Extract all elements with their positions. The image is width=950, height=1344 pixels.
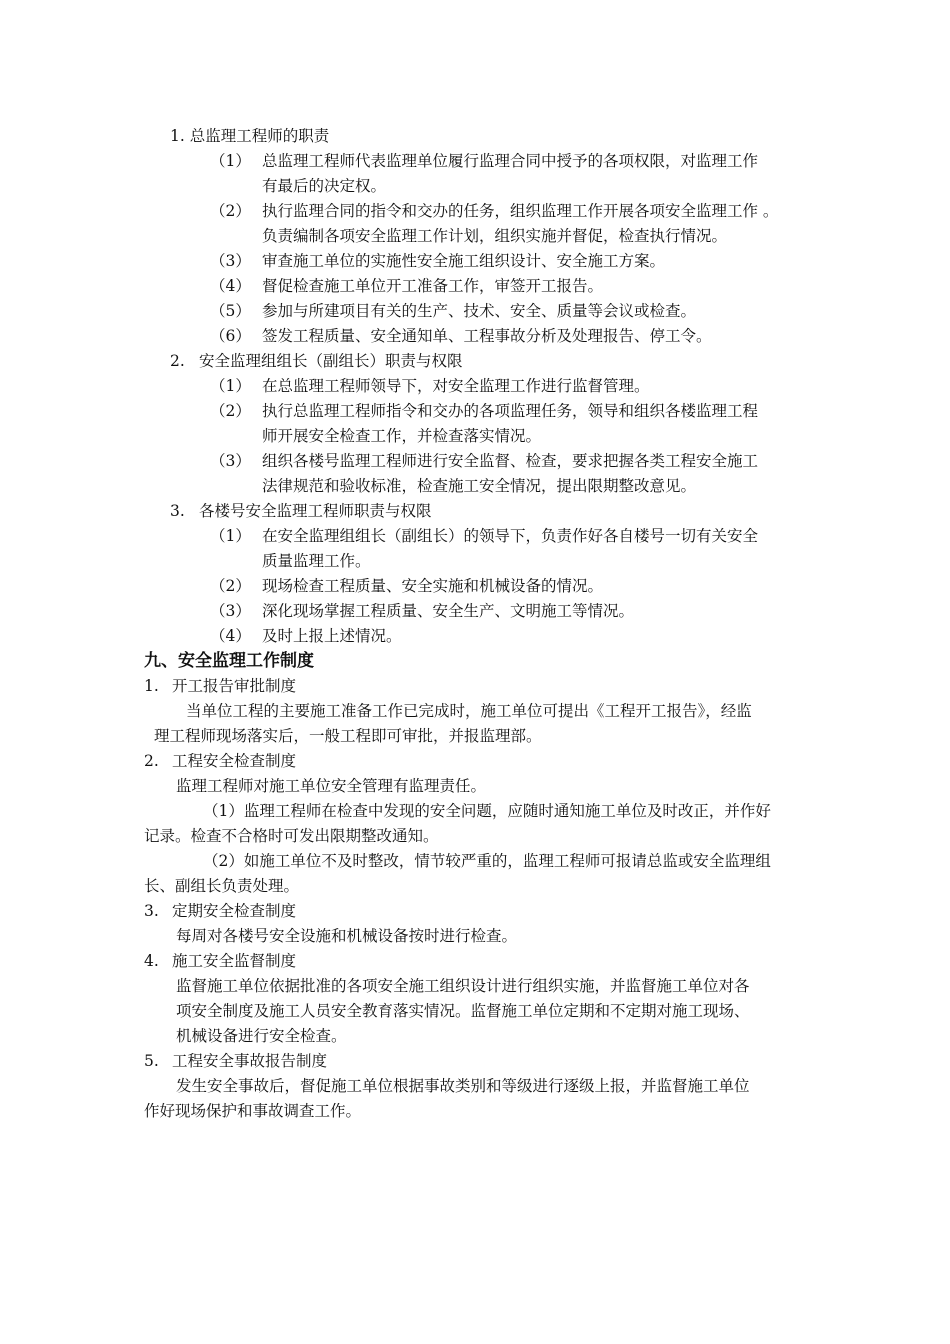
item-1-2-line: 执行监理合同的指令和交办的任务，组织监理工作开展各项安全监理工作 。: [262, 202, 779, 220]
item-1-4-number: （4）: [210, 277, 251, 295]
item-3-1-line: 在安全监理组组长（副组长）的领导下，负责作好各自楼号一切有关安全: [262, 527, 759, 545]
rule-5-title: 工程安全事故报告制度: [172, 1052, 328, 1070]
item-1-1-line: 有最后的决定权。: [262, 177, 387, 195]
rule-2-point-1: （1）监理工程师在检查中发现的安全问题，应随时通知施工单位及时改正，并作好: [203, 802, 771, 820]
item-2-2-line: 执行总监理工程师指令和交办的各项监理任务，领导和组织各楼监理工程: [262, 402, 759, 420]
item-3-number: 3.: [170, 502, 185, 520]
item-3-title: 各楼号安全监理工程师职责与权限: [199, 502, 432, 520]
item-3-4-number: （4）: [210, 627, 251, 645]
item-2-number: 2.: [170, 352, 185, 370]
rule-2-point-2: 长、副组长负责处理。: [144, 877, 300, 895]
item-1-3-line: 审查施工单位的实施性安全施工组织设计、安全施工方案。: [262, 252, 666, 270]
item-2-3-number: （3）: [210, 452, 251, 470]
item-3-2-line: 现场检查工程质量、安全实施和机械设备的情况。: [262, 577, 604, 595]
rule-2-intro: 监理工程师对施工单位安全管理有监理责任。: [176, 777, 487, 795]
item-2-1-line: 在总监理工程师领导下，对安全监理工作进行监督管理。: [262, 377, 650, 395]
rule-4-text: 项安全制度及施工人员安全教育落实情况。监督施工单位定期和不定期对施工现场、: [176, 1002, 750, 1020]
rule-5-number: 5.: [144, 1052, 159, 1070]
rule-3-text: 每周对各楼号安全设施和机械设备按时进行检查。: [176, 927, 518, 945]
item-3-3-number: （3）: [210, 602, 251, 620]
rule-5-text: 作好现场保护和事故调查工作。: [144, 1102, 362, 1120]
rule-2-title: 工程安全检查制度: [172, 752, 297, 770]
rule-1-text: 当单位工程的主要施工准备工作已完成时，施工单位可提出《工程开工报告》，经监: [186, 702, 752, 720]
item-2-1-number: （1）: [210, 377, 251, 395]
item-2-3-line: 法律规范和验收标准，检查施工安全情况，提出限期整改意见。: [262, 477, 697, 495]
rule-4-title: 施工安全监督制度: [172, 952, 297, 970]
item-3-1-line: 质量监理工作。: [262, 552, 371, 570]
item-1-2-line: 负责编制各项安全监理工作计划，组织实施并督促，检查执行情况。: [262, 227, 728, 245]
item-1-4-line: 督促检查施工单位开工准备工作，审签开工报告。: [262, 277, 604, 295]
rule-4-text: 机械设备进行安全检查。: [176, 1027, 347, 1045]
item-3-1-number: （1）: [210, 527, 251, 545]
rule-2-point-2: （2）如施工单位不及时整改，情节较严重的，监理工程师可报请总监或安全监理组: [203, 852, 771, 870]
rule-3-number: 3.: [144, 902, 159, 920]
item-2-2-line: 师开展安全检查工作，并检查落实情况。: [262, 427, 542, 445]
rule-4-number: 4.: [144, 952, 159, 970]
section-heading: 九、安全监理工作制度: [144, 651, 314, 671]
item-1-6-line: 签发工程质量、安全通知单、工程事故分析及处理报告、停工令。: [262, 327, 712, 345]
item-3-4-line: 及时上报上述情况。: [262, 627, 402, 645]
rule-1-title: 开工报告审批制度: [172, 677, 297, 695]
rule-4-text: 监督施工单位依据批准的各项安全施工组织设计进行组织实施，并监督施工单位对各: [176, 977, 750, 995]
item-1-title: 1. 总监理工程师的职责: [170, 127, 330, 145]
rule-2-point-1: 记录。检查不合格时可发出限期整改通知。: [144, 827, 439, 845]
item-1-5-line: 参加与所建项目有关的生产、技术、安全、质量等会议或检查。: [262, 302, 697, 320]
rule-1-text: 理工程师现场落实后，一般工程即可审批，并报监理部。: [154, 727, 542, 745]
item-1-1-number: （1）: [210, 152, 251, 170]
item-2-title: 安全监理组组长（副组长）职责与权限: [199, 352, 463, 370]
item-3-3-line: 深化现场掌握工程质量、安全生产、文明施工等情况。: [262, 602, 635, 620]
item-1-5-number: （5）: [210, 302, 251, 320]
rule-2-number: 2.: [144, 752, 159, 770]
rule-3-title: 定期安全检查制度: [172, 902, 297, 920]
item-2-3-line: 组织各楼号监理工程师进行安全监督、检查，要求把握各类工程安全施工: [262, 452, 759, 470]
item-1-3-number: （3）: [210, 252, 251, 270]
rule-1-number: 1.: [144, 677, 159, 695]
item-1-6-number: （6）: [210, 327, 251, 345]
item-1-2-number: （2）: [210, 202, 251, 220]
item-2-2-number: （2）: [210, 402, 251, 420]
item-1-1-line: 总监理工程师代表监理单位履行监理合同中授予的各项权限，对监理工作: [262, 152, 759, 170]
rule-5-text: 发生安全事故后，督促施工单位根据事故类别和等级进行逐级上报，并监督施工单位: [176, 1077, 750, 1095]
item-3-2-number: （2）: [210, 577, 251, 595]
